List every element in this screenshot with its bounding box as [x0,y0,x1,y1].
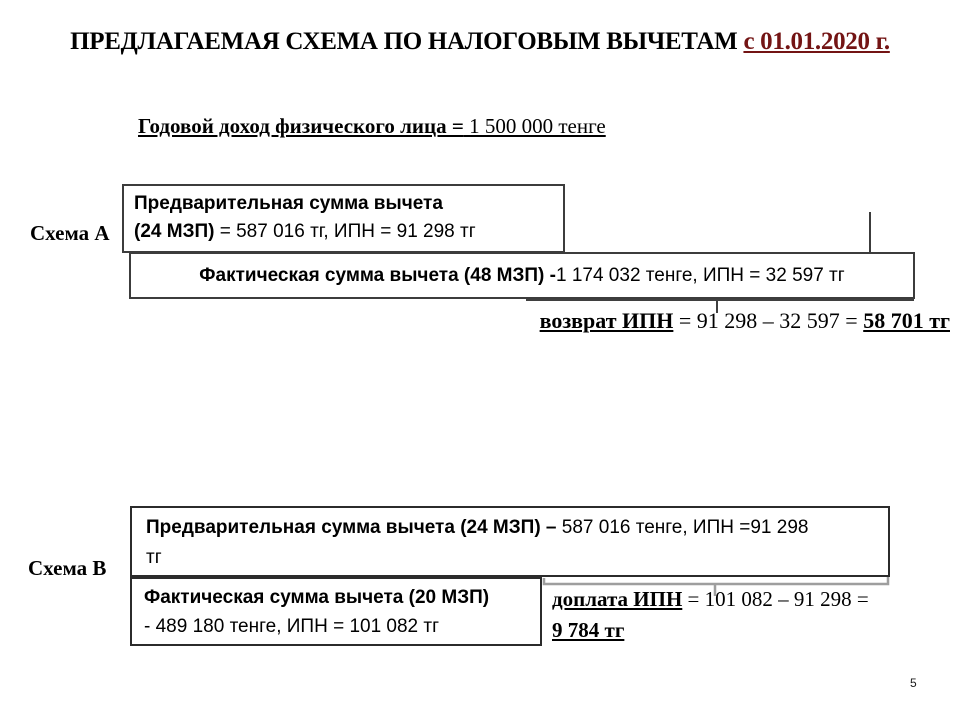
schema-b-actual-line1: Фактическая сумма вычета (20 МЗП) [144,587,490,608]
schema-b-actual-box [130,577,542,646]
title-effective-date: с 01.01.2020 г. [743,28,890,55]
schema-b-result [552,584,922,646]
annual-income-label: Годовой доход физического лица = [138,114,464,138]
schema-a-actual-box: Фактическая сумма вычета (48 МЗП) - 1 174 032 тенге, ИПН = 32 597 тг [129,252,915,299]
schema-b-actual-line2: - 489 180 тенге, ИПН = 101 082 тг [144,616,440,637]
schema-a-label: Схема А [30,221,110,245]
title-main: ПРЕДЛАГАЕМАЯ СХЕМА ПО НАЛОГОВЫМ ВЫЧЕТАМ [70,28,738,55]
schema-a-preliminary-box [122,184,565,253]
schema-a-result-equation: = 91 298 – 32 597 = [673,308,864,333]
schema-a-result-value: 58 701 тг [863,308,950,333]
schema-a-connector-line [869,212,871,253]
page-title [0,28,960,56]
schema-a-result-label: возврат ИПН [539,308,674,333]
schema-a-result [540,308,950,334]
page-number: 5 [910,676,917,690]
schema-b-result-label: доплата ИПН [552,587,683,611]
annual-income-value: 1 500 000 тенге [463,114,606,138]
schema-b-result-equation: = 101 082 – 91 298 = [682,587,869,611]
schema-b-preliminary-box [130,506,890,577]
schema-b-preliminary-line2: тг [146,547,162,568]
annual-income-line [138,114,606,139]
schema-a-preliminary-line1: Предварительная сумма вычета [134,193,443,214]
schema-b-result-value: 9 784 тг [552,618,625,642]
schema-b-preliminary-line1: Предварительная сумма вычета (24 МЗП) – 587 016 тенге, ИПН =91 298 [146,517,809,538]
schema-b-label: Схема В [28,556,107,580]
schema-a-preliminary-line2: (24 МЗП) = 587 016 тг, ИПН = 91 298 тг [134,221,476,242]
